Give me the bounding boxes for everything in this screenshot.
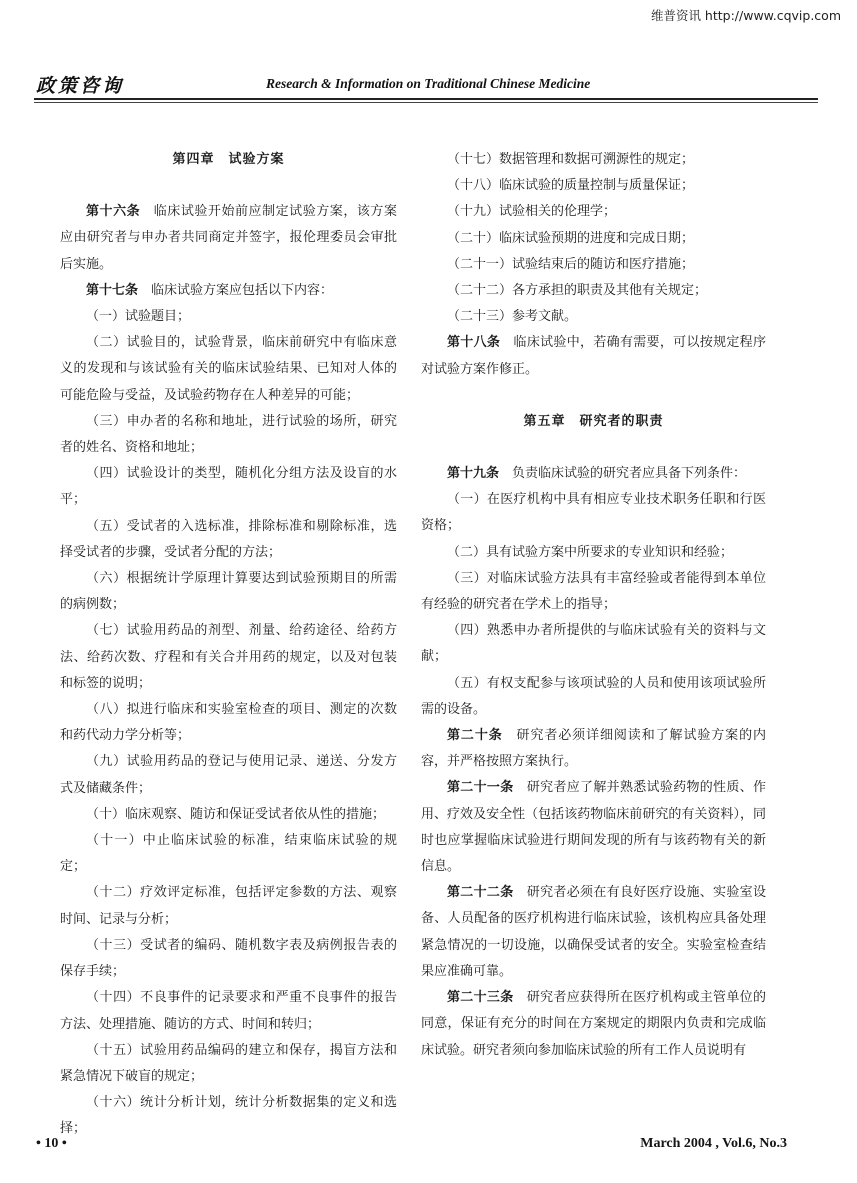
chapter-4-title: 第四章 试验方案: [172, 152, 285, 167]
list-item: （十）临床观察、随访和保证受试者依从性的措施；: [86, 806, 386, 822]
article-20: [421, 723, 766, 775]
article-23: [421, 985, 766, 1064]
article-20-text: 研究者必须详细阅读和了解试验方案的内容，并严格按照方案执行。: [421, 728, 766, 770]
list-item: （五）受试者的入选标准，排除标准和剔除标准，选择受试者的步骤，受试者分配的方法；: [60, 518, 397, 560]
article-17: [60, 278, 397, 304]
journal-title-cn: 政策咨询: [36, 75, 125, 97]
issue-info: March 2004 , Vol.6, No.3: [640, 1136, 787, 1151]
list-item: （四）试验设计的类型，随机化分组方法及设盲的水平；: [60, 466, 397, 508]
list-item: （八）拟进行临床和实验室检查的项目、测定的次数和药代动力学分析等；: [60, 702, 397, 744]
list-item: （七）试验用药品的剂型、剂量、给药途径、给药方法、给药次数、疗程和有关合并用药的规定，以及对包装和标签的说明；: [60, 623, 397, 691]
journal-title-en: Research & Information on Traditional Chinese Medicine: [266, 76, 591, 91]
header-rule-thin: [34, 102, 818, 103]
article-23-text: 研究者应获得所在医疗机构或主管单位的同意，保证有充分的时间在方案规定的期限内负责和完成临床试验。研究者须向参加临床试验的所有工作人员说明有: [421, 990, 766, 1058]
list-item: （二）试验目的，试验背景，临床前研究中有临床意义的发现和与该试验有关的临床试验结果、已知对人体的可能危险与受益，及试验药物存在人种差异的可能；: [60, 335, 397, 403]
chapter-5-title: 第五章 研究者的职责: [523, 413, 664, 429]
left-column: [60, 147, 397, 1143]
list-item: （十一）中止临床试验的标准，结束临床试验的规定；: [60, 833, 397, 875]
article-18-heading: 第十八条: [447, 335, 501, 351]
list-item: （四）熟悉申办者所提供的与临床试验有关的资料与文献；: [421, 623, 766, 665]
list-item: （九）试验用药品的登记与使用记录、递送、分发方式及储藏条件；: [60, 754, 397, 796]
article-21-heading: 第二十一条: [447, 780, 514, 796]
list-item: （二十二）各方承担的职责及其他有关规定；: [447, 283, 708, 299]
right-column: [421, 147, 766, 1064]
list-item: （二）具有试验方案中所要求的专业知识和经验；: [447, 544, 734, 560]
article-17-text: 临床试验方案应包括以下内容：: [138, 282, 334, 298]
list-item: （五）有权支配参与该项试验的人员和使用该项试验所需的设备。: [421, 675, 766, 717]
article-23-heading: 第二十三条: [447, 990, 514, 1006]
article-19-heading: 第十九条: [447, 466, 500, 482]
list-item: （十四）不良事件的记录要求和严重不良事件的报告方法、处理措施、随访的方式、时间和转归；: [60, 990, 397, 1032]
article-22-heading: 第二十二条: [447, 885, 514, 901]
article-22: [421, 880, 766, 985]
article-17-heading: 第十七条: [86, 282, 139, 298]
list-item: （十三）受试者的编码、随机数字表及病例报告表的保存手续；: [60, 937, 397, 980]
header-rule: [34, 98, 818, 100]
list-item: （二十）临床试验预期的进度和完成日期；: [447, 230, 695, 246]
list-item: （三）申办者的名称和地址，进行试验的场所，研究者的姓名、资格和地址；: [60, 413, 397, 456]
article-18: [421, 330, 766, 382]
list-item: （三）对临床试验方法具有丰富经验或者能得到本单位有经验的研究者在学术上的指导；: [421, 570, 766, 613]
list-item: （六）根据统计学原理计算要达到试验预期目的所需的病例数；: [60, 571, 397, 613]
article-20-heading: 第二十条: [447, 728, 503, 744]
article-22-text: 研究者必须在有良好医疗设施、实验室设备、人员配备的医疗机构进行临床试验，该机构应具备处理紧急情况的一切设施，以确保受试者的安全。实验室检查结果应准确可靠。: [421, 885, 766, 979]
list-item: （十八）临床试验的质量控制与质量保证；: [447, 178, 695, 194]
list-item: （十七）数据管理和数据可溯源性的规定；: [447, 152, 695, 167]
article-19: [421, 461, 766, 487]
article-19-text: 负责临床试验的研究者应具备下列条件：: [499, 466, 747, 482]
list-item: （十九）试验相关的伦理学；: [447, 204, 617, 220]
list-item: （二十三）参考文献。: [447, 309, 578, 325]
article-18-text: 临床试验中，若确有需要，可以按规定程序对试验方案作修正。: [421, 335, 766, 377]
list-item: （一）在医疗机构中具有相应专业技术职务任职和行医资格；: [421, 492, 766, 534]
list-item: （十五）试验用药品编码的建立和保存，揭盲方法和紧急情况下破盲的规定；: [60, 1042, 397, 1084]
article-16-heading: 第十六条: [86, 204, 141, 220]
list-item: （十二）疗效评定标准，包括评定参数的方法、观察时间、记录与分析；: [60, 885, 397, 927]
article-21: [421, 775, 766, 880]
page-number: • 10 •: [36, 1136, 67, 1151]
article-16: [60, 199, 397, 278]
list-item: （十六）统计分析计划，统计分析数据集的定义和选择；: [60, 1095, 397, 1137]
article-16-text: 临床试验开始前应制定试验方案，该方案应由研究者与申办者共同商定并签字，报伦理委员会审批后实施。: [60, 204, 397, 272]
list-item: （二十一）试验结束后的随访和医疗措施；: [447, 256, 695, 272]
watermark: 维普资讯 http://www.cqvip.com: [650, 8, 841, 23]
list-item: （一）试验题目；: [86, 309, 191, 325]
article-21-text: 研究者应了解并熟悉试验药物的性质、作用、疗效及安全性（包括该药物临床前研究的有关资料），同时也应掌握临床试验进行期间发现的所有与该药物有关的新信息。: [421, 780, 766, 875]
